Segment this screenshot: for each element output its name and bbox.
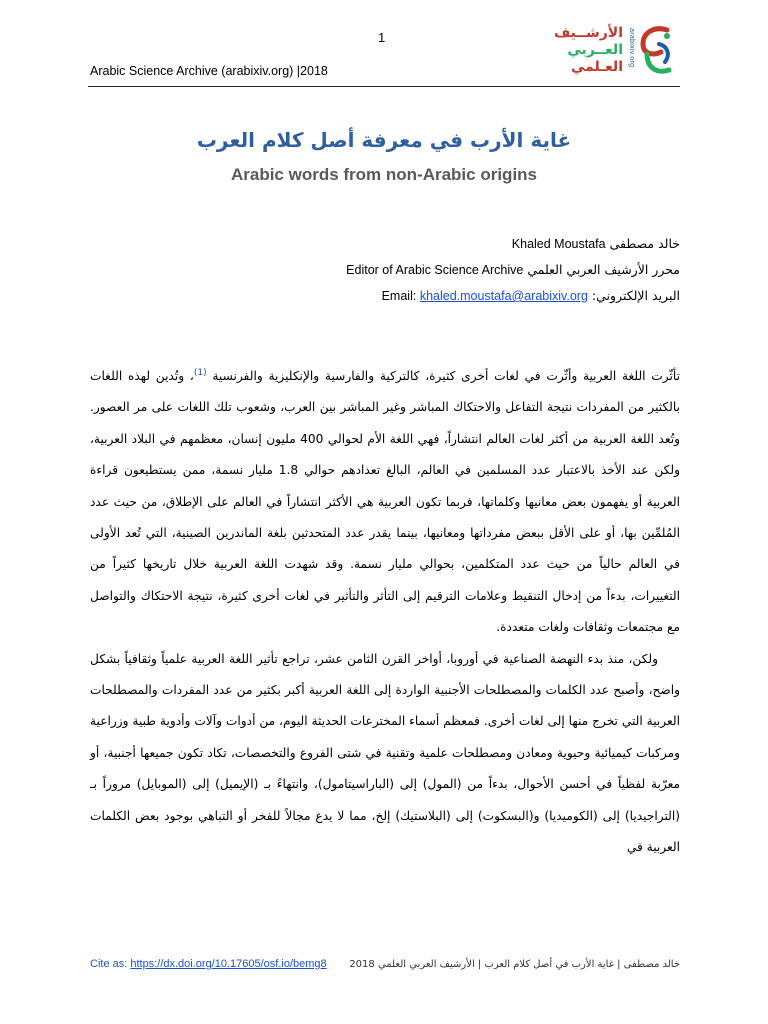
header-divider	[88, 86, 680, 87]
page-number: 1	[378, 30, 386, 45]
logo-vertical-text: arabixiv.org	[628, 28, 635, 68]
author-name-ar: خالد مصطفى	[609, 236, 680, 251]
author-role-en: Editor of Arabic Science Archive	[346, 263, 524, 277]
header-text: Arabic Science Archive (arabixiv.org) |2018	[90, 64, 328, 78]
logo-line-2: العــربي	[567, 42, 623, 58]
arabixiv-logo	[555, 22, 675, 84]
paragraph-2: ولكن، منذ بدء النهضة الصناعية في أوروبا، أواخر القرن الثامن عشر، تراجع تأثير اللغة العربية علمياً وثقافياً بشكل واضح، وأصبح عدد الكلمات والمصطلحات الأجنبية الواردة إلى اللغة العربية أكبر بكثير من عدد المفردات والمصطلحات العربية التي تخرج منها إلى لغات أخرى. فمعظم أسماء المخترعات الحديثة اليوم، من أدوات وآلات وأدوية طبية وزراعية ومركبات كيميائية وحيوية ومعادن ومصطلحات علمية وتقنية في شتى الفروع والتخصصات، تكاد تكون جميعها أجنبية، أو معرّبة لفظياً في أحسن الأحوال، بدءاً من (المول) إلى (الباراسيتامول)، وانتهاءً بـ (الإيميل) إلى (الموبايل) مروراً بـ (التراجيديا) إلى (الكوميديا) و(البسكوت) إلى (البلاستيك) إلخ، مما لا يدع مجالاً للفخر أو التباهي بوجود بعض الكلمات العربية في	[90, 651, 680, 855]
author-email	[382, 288, 680, 303]
author-role-ar: محرر الأرشيف العربي العلمي	[527, 262, 680, 277]
author-name	[512, 236, 680, 251]
email-label-ar: البريد الإلكتروني:	[591, 288, 680, 303]
logo-line-3: العـلمي	[570, 59, 623, 75]
cite-label: Cite as:	[90, 958, 128, 970]
doi-link[interactable]: https://dx.doi.org/10.17605/osf.io/bemg8	[130, 958, 327, 970]
title-english: Arabic words from non-Arabic origins	[230, 165, 538, 184]
footnote-ref[interactable]: (1)	[193, 367, 207, 378]
footer-note: خالد مصطفى | غاية الأرب في أصل كلام العرب | الأرشيف العربي العلمي 2018	[349, 959, 680, 970]
cite-as	[90, 958, 327, 970]
logo-mark-icon	[637, 24, 675, 78]
logo-line-1: الأرشــيف	[553, 25, 623, 41]
paragraph-1-part-a: تأثّرت اللغة العربية وأثّرت في لغات أخرى كثيرة، كالتركية والفارسية والإنكليزية والفرنسية	[212, 369, 681, 383]
paragraph-1-part-b: ، وتُدين لهذه اللغات بالكثير من المفردات نتيجة التفاعل والاحتكاك المباشر وغير المباشر بين العرب، وشعوب تلك اللغات على مر العصور. وتُعد اللغة العربية من أكثر لغات العالم انتشاراً، فهي اللغة الأم لحوالي 400 مليون إنسان، معظمهم في البلاد العربية، ولكن عند الأخذ بالاعتبار عدد المسلمين في العالم، البالغ تعدادهم حوالي 1.8 مليار نسمة، ممن يستطيعون قراءة العربية أو يفهمون بعض معانيها وكلماتها، فربما تكون العربية هي الأكثر انتشاراً في العالم على الإطلاق، من حيث عدد المُلمِّين بها، أو على الأقل ببعض مفرداتها ومعانيها، بينما يقدر عدد المتحدثين بلغة الماندرين الصينية، التي تُعد الأولى في العالم حالياً من حيث عدد المتكلمين، بحوالي مليار نسمة. وقد شهدت اللغة العربية خلال تاريخها كثيراً من التغييرات، بدءاً من إدخال التنقيط وعلامات الترقيم إلى التأثر والتأثير في لغات أخرى كثيرة، نتيجة الاحتكاك والتواصل مع مجتمعات وثقافات ولغات متعددة.	[90, 369, 680, 635]
author-name-en: Khaled Moustafa	[511, 237, 606, 251]
email-label-en: Email:	[381, 289, 417, 303]
article-body	[90, 361, 680, 864]
title-arabic: غاية الأرب في معرفة أصل كلام العرب	[196, 128, 572, 152]
email-link[interactable]: khaled.moustafa@arabixiv.org	[419, 289, 588, 303]
author-role	[346, 262, 680, 277]
paragraph-1	[90, 361, 680, 644]
